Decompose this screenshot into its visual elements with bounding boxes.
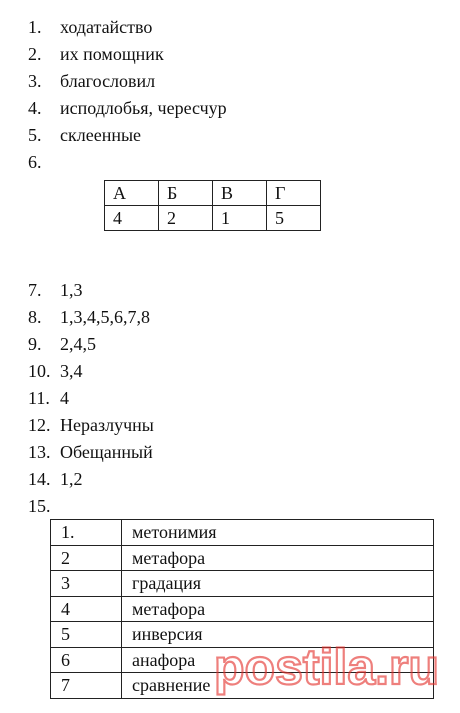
device-number-cell: 1. (51, 520, 122, 546)
answer-number: 15. (28, 496, 51, 516)
answer-number: 5. (28, 125, 42, 145)
answer-text: 4 (60, 388, 69, 408)
answer-text: Обещанный (60, 442, 153, 462)
table-row (51, 520, 434, 546)
answer-number: 6. (28, 152, 42, 172)
device-term-cell: метонимия (122, 520, 434, 546)
answer-number: 10. (28, 361, 51, 381)
answer-text: 1,3 (60, 280, 83, 300)
answer-item (28, 385, 69, 411)
table-row (51, 596, 434, 622)
answer-item (28, 277, 83, 303)
device-term-cell: метафора (122, 596, 434, 622)
table-row (51, 545, 434, 571)
answer-item (28, 14, 152, 40)
answer-number: 12. (28, 415, 51, 435)
answer-number: 2. (28, 44, 42, 64)
answer-item (28, 41, 164, 67)
table-row (105, 181, 321, 206)
device-term-cell: градация (122, 571, 434, 597)
answer-text: 2,4,5 (60, 334, 96, 354)
answer-text: исподлобья, чересчур (60, 98, 227, 118)
device-term-cell: метафора (122, 545, 434, 571)
table-row (105, 206, 321, 231)
answer-number: 4. (28, 98, 42, 118)
answer-item (28, 149, 60, 175)
answer-item (28, 358, 83, 384)
answer-item (28, 412, 154, 438)
answer-text: их помощник (60, 44, 164, 64)
answer-text: благословил (60, 71, 156, 91)
device-number-cell: 2 (51, 545, 122, 571)
watermark-text: postila.ru (214, 639, 440, 695)
answer-item (28, 466, 83, 492)
device-number-cell: 5 (51, 622, 122, 648)
table-cell: 5 (267, 206, 321, 231)
table-cell: 2 (159, 206, 213, 231)
device-number-cell: 6 (51, 647, 122, 673)
answer-text: 1,2 (60, 469, 83, 489)
answer-text: ходатайство (60, 17, 153, 37)
answer-number: 8. (28, 307, 42, 327)
answer-item (28, 304, 150, 330)
answer-number: 13. (28, 442, 51, 462)
table-header-cell: А (105, 181, 159, 206)
answer-item (28, 493, 60, 519)
answer-text: склеенные (60, 125, 142, 145)
answer-number: 7. (28, 280, 42, 300)
device-term-cell: анафора (122, 647, 434, 673)
device-number-cell: 4 (51, 596, 122, 622)
answer-text: 1,3,4,5,6,7,8 (60, 307, 150, 327)
answer-item (28, 331, 96, 357)
answer-item (28, 95, 227, 121)
answer-text: 3,4 (60, 361, 83, 381)
table-header-cell: Г (267, 181, 321, 206)
postila-watermark-logo (210, 630, 460, 700)
device-term-cell: сравнение (122, 673, 434, 699)
answer-item (28, 68, 155, 94)
device-number-cell: 7 (51, 673, 122, 699)
table-header-cell: Б (159, 181, 213, 206)
device-term-cell: инверсия (122, 622, 434, 648)
device-number-cell: 3 (51, 571, 122, 597)
answer-number: 9. (28, 334, 42, 354)
answer-number: 3. (28, 71, 42, 91)
table-header-cell: В (213, 181, 267, 206)
table-cell: 4 (105, 206, 159, 231)
table-cell: 1 (213, 206, 267, 231)
answer-item (28, 122, 141, 148)
answer-text: Неразлучны (60, 415, 154, 435)
letter-answer-table (104, 180, 321, 231)
answer-number: 14. (28, 469, 51, 489)
answer-number: 1. (28, 17, 42, 37)
answer-item (28, 439, 153, 465)
table-row (51, 571, 434, 597)
answer-number: 11. (28, 388, 50, 408)
